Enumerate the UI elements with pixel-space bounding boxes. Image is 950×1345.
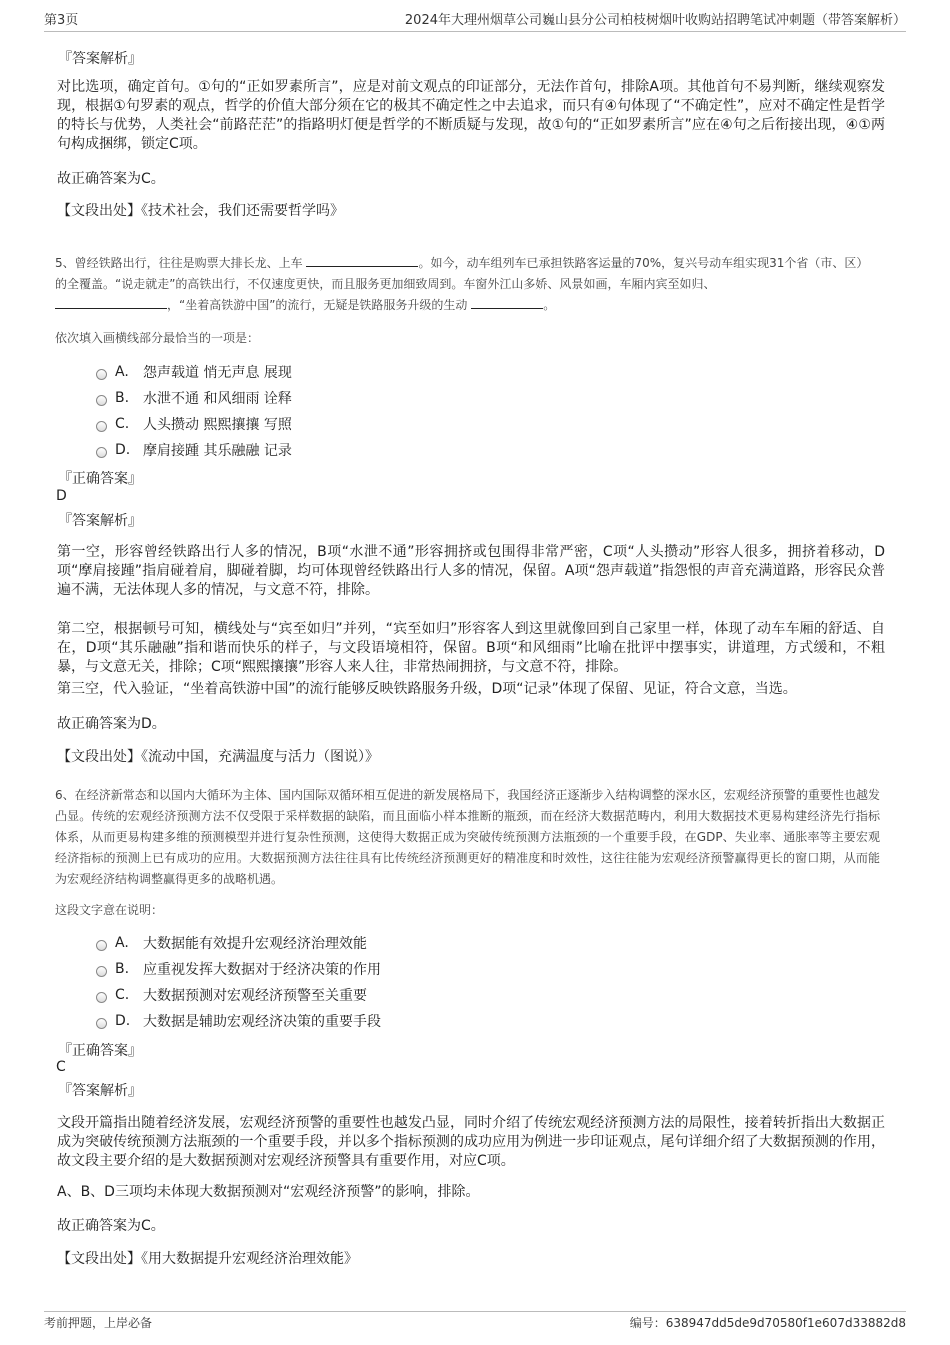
analysis-paragraph: 第一空，形容曾经铁路出行人多的情况，B项“水泄不通”形容拥挤或包围得非常严密，C项“人头攒动”形容人很多，拥挤着移动，D项“摩肩接踵”指肩碰着肩，脚碰着脚，均可体现曾经铁路出行人多的情况，保留。A项“怨声载道”指怨恨的声音充满道路，形容民众普遍不满，无法体现人多的情况，与文意不符，排除。: [57, 544, 885, 598]
option-letter: C.: [115, 416, 130, 432]
option-b[interactable]: [96, 959, 381, 979]
option-text: 怨声载道 悄无声息 展现: [143, 365, 292, 381]
footer-slogan: 考前押题，上岸必备: [44, 1316, 153, 1330]
radio-icon[interactable]: [96, 940, 107, 951]
document-title: 2024年大理州烟草公司巍山县分公司柏枝树烟叶收购站招聘笔试冲刺题（带答案解析）: [404, 13, 906, 28]
option-letter: D.: [115, 442, 131, 458]
header-divider: [44, 31, 906, 32]
option-d[interactable]: [96, 1011, 381, 1031]
analysis-paragraph: 第二空，根据顿号可知，横线处与“宾至如归”并列，“宾至如归”形容客人到这里就像回到自己家里一样，体现了动车车厢的舒适、自在，D项“其乐融融”指和谐而快乐的样子，与文段语境相符，保留。B项“和风细雨”比喻在批评中摆事实，讲道理，方式缓和，不粗暴，与文意无关，排除；C项“熙熙攘攘”形容人来人往，非常热闹拥挤，与文意不符，排除。: [57, 621, 885, 675]
radio-icon[interactable]: [96, 992, 107, 1003]
option-letter: A.: [115, 364, 129, 380]
question-prompt: 这段文字意在说明：: [55, 903, 164, 917]
radio-icon[interactable]: [96, 369, 107, 380]
option-letter: C.: [115, 987, 130, 1003]
option-letter: B.: [115, 961, 130, 977]
blank-3: [471, 296, 543, 309]
analysis-paragraph: A、B、D三项均未体现大数据预测对“宏观经济预警”的影响，排除。: [57, 1184, 480, 1200]
option-text: 水泄不通 和风细雨 诠释: [143, 391, 292, 407]
option-letter: A.: [115, 935, 129, 951]
analysis-label: 『答案解析』: [58, 513, 142, 529]
option-text: 大数据能有效提升宏观经济治理效能: [143, 936, 367, 952]
option-letter: D.: [115, 1013, 131, 1029]
source: 【文段出处】《技术社会，我们还需要哲学吗》: [57, 203, 344, 219]
option-a[interactable]: [96, 933, 367, 953]
answer-label: 『正确答案』: [58, 1043, 142, 1059]
analysis-label: 『答案解析』: [58, 1083, 142, 1099]
option-text: 大数据预测对宏观经济预警至关重要: [143, 988, 367, 1004]
option-b[interactable]: [96, 388, 292, 408]
source: 【文段出处】《用大数据提升宏观经济治理效能》: [57, 1251, 358, 1267]
question-6-text: 6、在经济新常态和以国内大循环为主体、国内国际双循环相互促进的新发展格局下，我国经济正逐渐步入结构调整的深水区，宏观经济预警的重要性也越发凸显。传统的宏观经济预测方法不仅受限于采样数据的缺陷，而且面临小样本推断的瓶颈，而在经济大数据范畴内，利用大数据技术更易构建经济先行指标体系，从而更易构建多维的预测模型并进行复杂性预测，这使得大数据正成为突破传统预测方法瓶颈的一个重要手段，在GDP、失业率、通胀率等主要宏观经济指标的预测上已有成功的应用。大数据预测方法往往具有比传统经济预测更好的精准度和时效性，这往往能为宏观经济预警赢得更长的窗口期，从而能为宏观经济结构调整赢得更多的战略机遇。: [55, 788, 880, 886]
option-c[interactable]: [96, 414, 292, 434]
option-letter: B.: [115, 390, 130, 406]
radio-icon[interactable]: [96, 395, 107, 406]
answer-label: 『正确答案』: [58, 471, 142, 487]
q5-text-part: 5、曾经铁路出行，往往是购票大排长龙、上车: [55, 256, 303, 270]
question-5-text: [55, 253, 867, 316]
option-text: 大数据是辅助宏观经济决策的重要手段: [143, 1014, 381, 1030]
q5-text-part: ，“坐着高铁游中国”的流行，无疑是铁路服务升级的生动: [167, 298, 468, 312]
option-text: 应重视发挥大数据对于经济决策的作用: [143, 962, 381, 978]
option-a[interactable]: [96, 362, 292, 382]
radio-icon[interactable]: [96, 966, 107, 977]
analysis-text: 对比选项，确定首句。①句的“正如罗素所言”，应是对前文观点的印证部分，无法作首句，排除A项。其他首句不易判断，继续观察发现，根据①句罗素的观点，哲学的价值大部分须在它的极其不确定性之中去追求，而只有④句体现了“不确定性”，应对不确定性是哲学的特长与优势，人类社会“前路茫茫”的指路明灯便是哲学的不断质疑与发现，故①句的“正如罗素所言”应在④句之后衔接出现，④①两句构成捆绑，锁定C项。: [57, 79, 885, 152]
conclusion: 故正确答案为C。: [57, 1218, 165, 1234]
q5-text-part: 。: [543, 298, 556, 312]
analysis-paragraph: 第三空，代入验证，“坐着高铁游中国”的流行能够反映铁路服务升级，D项“记录”体现了保留、见证，符合文意，当选。: [57, 681, 797, 697]
footer-divider: [44, 1311, 906, 1312]
option-text: 人头攒动 熙熙攘攘 写照: [143, 417, 292, 433]
blank-1: [306, 254, 418, 267]
correct-answer: D: [56, 488, 67, 504]
analysis-paragraph: 文段开篇指出随着经济发展，宏观经济预警的重要性也越发凸显，同时介绍了传统宏观经济预测方法的局限性，接着转折指出大数据正成为突破传统预测方法瓶颈的一个重要手段，并以多个指标预测的成功应用为例进一步印证观点，尾句详细介绍了大数据预测的作用，故文段主要介绍的是大数据预测对宏观经济预警具有重要作用，对应C项。: [57, 1115, 885, 1169]
page-number: 第3页: [44, 13, 79, 28]
correct-answer: C: [56, 1059, 66, 1075]
q5-text-part: 。如今，动车组列车已承担铁路客运量的70%，复兴号动车组实现31个省（市、区）的全覆盖。“说走就走”的高铁出行，不仅速度更快，而且服务更加细致周到。车窗外江山多娇、风景如画，车厢内宾至如归、: [55, 256, 863, 291]
radio-icon[interactable]: [96, 1018, 107, 1029]
document-id: 编号：638947dd5de9d70580f1e607d33882d8: [629, 1316, 906, 1330]
source: 【文段出处】《流动中国，充满温度与活力（图说）》: [57, 749, 379, 765]
radio-icon[interactable]: [96, 421, 107, 432]
analysis-label: 『答案解析』: [58, 51, 142, 67]
conclusion: 故正确答案为C。: [57, 171, 165, 187]
conclusion: 故正确答案为D。: [57, 716, 166, 732]
option-text: 摩肩接踵 其乐融融 记录: [143, 443, 292, 459]
radio-icon[interactable]: [96, 447, 107, 458]
option-d[interactable]: [96, 440, 292, 460]
question-prompt: 依次填入画横线部分最恰当的一项是：: [55, 331, 260, 345]
blank-2: [55, 296, 167, 309]
option-c[interactable]: [96, 985, 367, 1005]
